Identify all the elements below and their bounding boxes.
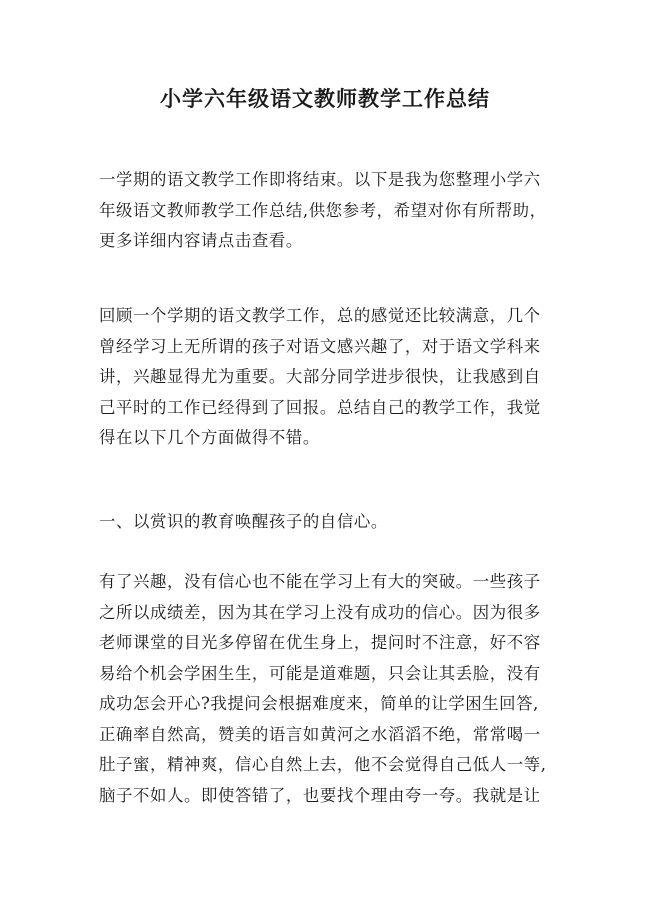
paragraph-line: 老师课堂的目光多停留在优生身上，提问时不注意，好不容 (99, 633, 541, 652)
paragraph-line: 曾经学习上无所谓的孩子对语文感兴趣了，对于语文学科来 (99, 336, 541, 356)
paragraph-line: 正确率自然高，赞美的语言如黄河之水滔滔不绝，常常喝一 (99, 724, 541, 744)
paragraph-line: 得在以下几个方面做得不错。 (99, 428, 320, 447)
paragraph-line: 脑子不如人。即使答错了，也要找个理由夸一夸。我就是让 (99, 785, 541, 805)
paragraph-line: 一学期的语文教学工作即将结束。以下是我为您整理小学六 (99, 170, 541, 189)
paragraph-line: 肚子蜜，精神爽，信心自然上去，他不会觉得自己低人一等, (99, 755, 547, 774)
paragraph-line: 有了兴趣，没有信心也不能在学习上有大的突破。一些孩子 (99, 572, 541, 591)
paragraph-line: 讲，兴趣显得尤为重要。大部分同学进步很快，让我感到自 (99, 367, 541, 386)
paragraph-line: 易给个机会学困生生，可能是道难题，只会让其丢脸，没有 (99, 663, 541, 683)
paragraph-line: 更多详细内容请点击查看。 (99, 231, 303, 250)
review-paragraph (99, 301, 559, 454)
paragraph-line: 年级语文教师教学工作总结,供您参考，希望对你有所帮助， (99, 200, 547, 220)
section-heading-text: 一、以赏识的教育唤醒孩子的自信心。 (99, 512, 388, 531)
paragraph-line: 之所以成绩差，因为其在学习上没有成功的信心。因为很多 (99, 602, 541, 622)
body-paragraph (99, 567, 559, 811)
section-heading (99, 507, 559, 538)
paragraph-line: 己平时的工作已经得到了回报。总结自己的教学工作，我觉 (99, 397, 541, 417)
document-title: 小学六年级语文教师教学工作总结 (160, 87, 490, 111)
paragraph-line: 成功怎会开心?我提问会根据难度来，简单的让学困生回答, (99, 694, 539, 713)
intro-paragraph (99, 165, 559, 257)
paragraph-line: 回顾一个学期的语文教学工作，总的感觉还比较满意，几个 (99, 306, 541, 325)
